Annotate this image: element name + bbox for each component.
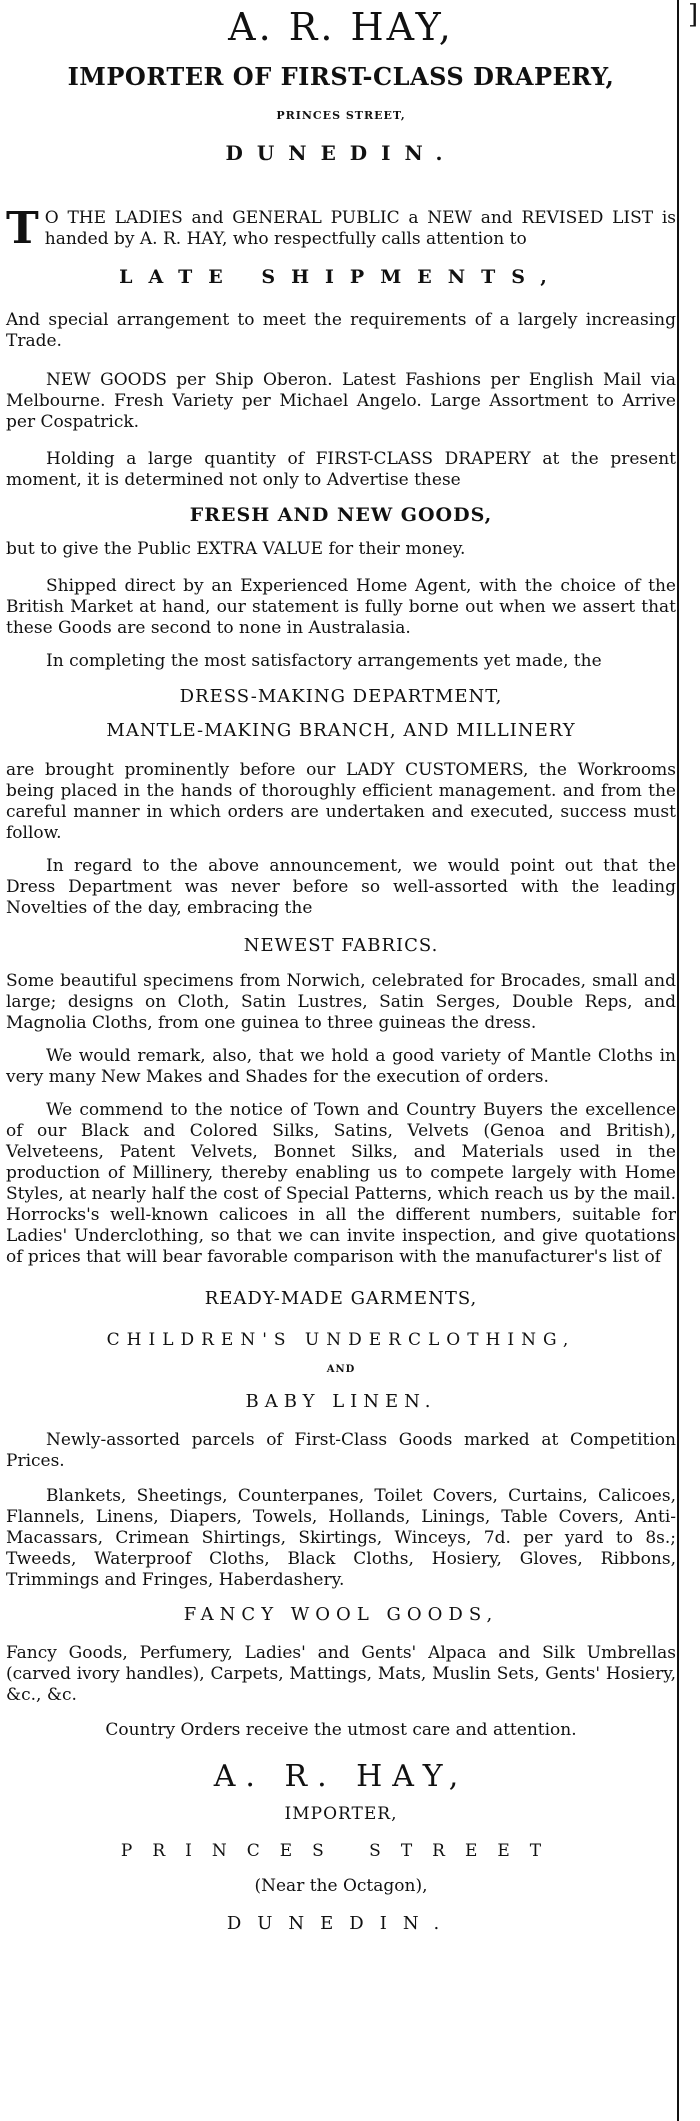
paragraph-shipped: Shipped direct by an Experienced Home Agent, with the choice of the British Market at hand, our statement is fully borne out when we assert that these Goods are second to none in Australasia.	[6, 576, 676, 638]
paragraph-completing: In completing the most satisfactory arrangements yet made, the	[46, 651, 602, 671]
footer-near: (Near the Octagon),	[254, 1876, 428, 1896]
header-business: IMPORTER OF FIRST-CLASS DRAPERY,	[67, 62, 615, 91]
heading-dress-making: DRESS-MAKING DEPARTMENT,	[179, 686, 503, 707]
paragraph-parcels: Newly-assorted parcels of First-Class Goods marked at Competition Prices.	[6, 1430, 676, 1471]
column-divider	[677, 0, 679, 2121]
footer-city: DUNEDIN.	[226, 1913, 456, 1934]
heading-newest-fabrics: NEWEST FABRICS.	[243, 935, 439, 956]
adjacent-column-bracket: ]	[688, 0, 699, 30]
footer-street: PRINCES STREET	[120, 1841, 562, 1861]
intro-text: O THE LADIES and GENERAL PUBLIC a NEW and REVISED LIST is handed by A. R. HAY, who respectfully calls attention to	[44, 208, 676, 249]
footer-name: A. R. HAY,	[213, 1759, 469, 1794]
heading-ready-made: READY-MADE GARMENTS,	[204, 1288, 478, 1309]
heading-baby-linen: BABY LINEN.	[245, 1391, 437, 1412]
heading-late-shipments: LATE SHIPMENTS,	[119, 266, 563, 288]
paragraph-commend: We commend to the notice of Town and Country Buyers the excellence of our Black and Colored Silks, Satins, Velvets (Genoa and British), Velveteens, Patent Velvets, Bonnet Silks, and Materials used in the production of Millinery, thereby enabling us to compete largely with Home Styles, at nearly half the cost of Special Patterns, which reach us by the mail. Horrocks's well-known calicoes in all the different numbers, suitable for Ladies' Underclothing, so that we can invite inspection, and give quotations of prices that will bear favorable comparison with the manufacturer's list of	[6, 1100, 676, 1267]
heading-mantle-making: MANTLE-MAKING BRANCH, AND MILLINERY	[106, 720, 576, 741]
paragraph-brought: are brought prominently before our LADY CUSTOMERS, the Workrooms being placed in the hands of thoroughly efficient management. and from the careful manner in which orders are undertaken and executed, success must follow.	[6, 760, 676, 843]
drop-cap: T	[6, 203, 39, 254]
paragraph-arrangement: And special arrangement to meet the requirements of a largely increasing Trade.	[6, 310, 676, 351]
paragraph-fancy-goods: Fancy Goods, Perfumery, Ladies' and Gents' Alpaca and Silk Umbrellas (carved ivory handles), Carpets, Mattings, Mats, Muslin Sets, Gents' Hosiery, &c., &c.	[6, 1643, 676, 1705]
header-name: A. R. HAY,	[228, 5, 454, 49]
heading-and: AND	[326, 1364, 356, 1375]
paragraph-remark: We would remark, also, that we hold a good variety of Mantle Cloths in very many New Makes and Shades for the execution of orders.	[6, 1046, 676, 1087]
paragraph-extra-value: but to give the Public EXTRA VALUE for their money.	[6, 539, 466, 559]
heading-fresh-new-goods: FRESH AND NEW GOODS,	[189, 504, 493, 526]
paragraph-new-goods: NEW GOODS per Ship Oberon. Latest Fashions per English Mail via Melbourne. Fresh Variety per Michael Angelo. Large Assortment to Arrive per Cospatrick.	[6, 370, 676, 432]
paragraph-holding: Holding a large quantity of FIRST-CLASS DRAPERY at the present moment, it is determined not only to Advertise these	[6, 449, 676, 490]
paragraph-specimens: Some beautiful specimens from Norwich, celebrated for Brocades, small and large; designs on Cloth, Satin Lustres, Satin Serges, Double Reps, and Magnolia Cloths, from one guinea to three guineas the dress.	[6, 971, 676, 1033]
heading-childrens-underclothing: CHILDREN'S UNDERCLOTHING,	[106, 1330, 576, 1350]
header-street: PRINCES STREET,	[276, 109, 406, 122]
paragraph-blankets: Blankets, Sheetings, Counterpanes, Toilet Covers, Curtains, Calicoes, Flannels, Linens, Diapers, Towels, Hollands, Linings, Table Covers, Anti-Macassars, Crimean Shirtings, Skirtings, Winceys, 7d. per yard to 8s.; Tweeds, Waterproof Cloths, Black Cloths, Hosiery, Gloves, Ribbons, Trimmings and Fringes, Haberdashery.	[6, 1486, 676, 1590]
paragraph-country-orders: Country Orders receive the utmost care and attention.	[105, 1720, 577, 1740]
paragraph-regard: In regard to the above announcement, we would point out that the Dress Department was never before so well-assorted with the leading Novelties of the day, embracing the	[6, 856, 676, 918]
heading-fancy-wool: FANCY WOOL GOODS,	[183, 1604, 499, 1625]
footer-title: IMPORTER,	[284, 1804, 398, 1824]
header-city: DUNEDIN.	[225, 141, 457, 165]
intro-paragraph	[6, 203, 676, 254]
advertisement-column	[6, 0, 676, 1939]
